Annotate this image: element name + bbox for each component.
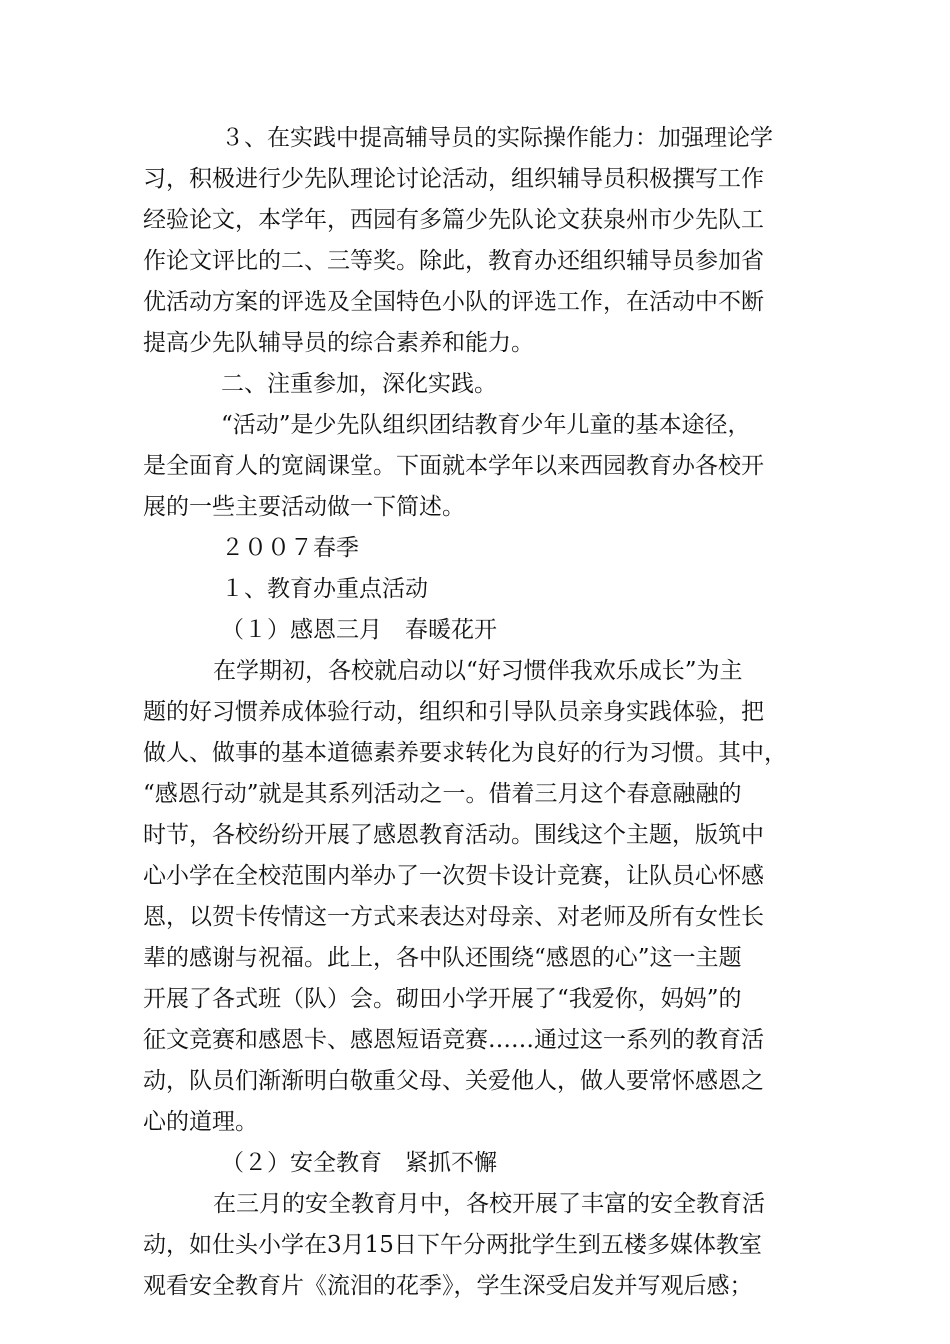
paragraph-line: 观看安全教育片《流泪的花季》，学生深受启发并写观后感； [143,1273,753,1299]
paragraph [143,610,803,651]
paragraph-line: （１）感恩三月 春暖花开 [221,617,497,643]
paragraph-line: １、教育办重点活动 [221,576,428,602]
paragraph [143,569,803,610]
paragraph-line: 题的好习惯养成体验行动，组织和引导队员亲身实践体验，把 [143,699,764,725]
paragraph-line: 是全面育人的宽阔课堂。下面就本学年以来西园教育办各校开 [143,453,764,479]
paragraph-line: 做人、做事的基本道德素养要求转化为良好的行为习惯。其中， [143,740,787,766]
paragraph-line: 习，积极进行少先队理论讨论活动，组织辅导员积极撰写工作 [143,166,764,192]
paragraph-line: “感恩行动”就是其系列活动之一。借着三月这个春意融融的 [143,781,742,807]
paragraph-line: 在三月的安全教育月中，各校开展了丰富的安全教育活 [213,1191,765,1217]
paragraph-line: 提高少先队辅导员的综合素养和能力。 [143,330,534,356]
paragraph-line: 心小学在全校范围内举办了一次贺卡设计竞赛，让队员心怀感 [143,863,764,889]
paragraph [143,1184,803,1307]
paragraph [143,651,803,1143]
paragraph [143,364,803,405]
paragraph-line: 动，如仕头小学在3月15日下午分两批学生到五楼多媒体教室 [143,1232,762,1258]
paragraph-line: ２００７春季 [221,535,359,561]
document-body [143,118,803,1307]
paragraph [143,118,803,364]
paragraph-line: 动，队员们渐渐明白敬重父母、关爱他人，做人要常怀感恩之 [143,1068,764,1094]
paragraph [143,1143,803,1184]
paragraph-line: ３、在实践中提高辅导员的实际操作能力：加强理论学 [221,125,773,151]
paragraph-line: 时节，各校纷纷开展了感恩教育活动。围线这个主题，版筑中 [143,822,764,848]
paragraph-line: 恩，以贺卡传情这一方式来表达对母亲、对老师及所有女性长 [143,904,764,930]
paragraph [143,405,803,528]
paragraph-line: 心的道理。 [143,1109,258,1135]
paragraph-line: 展的一些主要活动做一下简述。 [143,494,465,520]
paragraph-line: “活动”是少先队组织团结教育少年儿童的基本途径， [221,412,751,438]
paragraph-line: 辈的感谢与祝福。此上，各中队还围绕“感恩的心”这一主题 [143,945,742,971]
paragraph-line: 作论文评比的二、三等奖。除此，教育办还组织辅导员参加省 [143,248,764,274]
paragraph-line: 经验论文，本学年，西园有多篇少先队论文获泉州市少先队工 [143,207,764,233]
paragraph-line: （２）安全教育 紧抓不懈 [221,1150,497,1176]
paragraph-line: 二、注重参加，深化实践。 [221,371,497,397]
paragraph-line: 征文竞赛和感恩卡、感恩短语竞赛……通过这一系列的教育活 [143,1027,764,1053]
paragraph-line: 在学期初，各校就启动以“好习惯伴我欢乐成长”为主 [213,658,743,684]
paragraph-line: 优活动方案的评选及全国特色小队的评选工作，在活动中不断 [143,289,764,315]
paragraph-line: 开展了各式班（队）会。砌田小学开展了“我爱你，妈妈”的 [143,986,742,1012]
paragraph [143,528,803,569]
